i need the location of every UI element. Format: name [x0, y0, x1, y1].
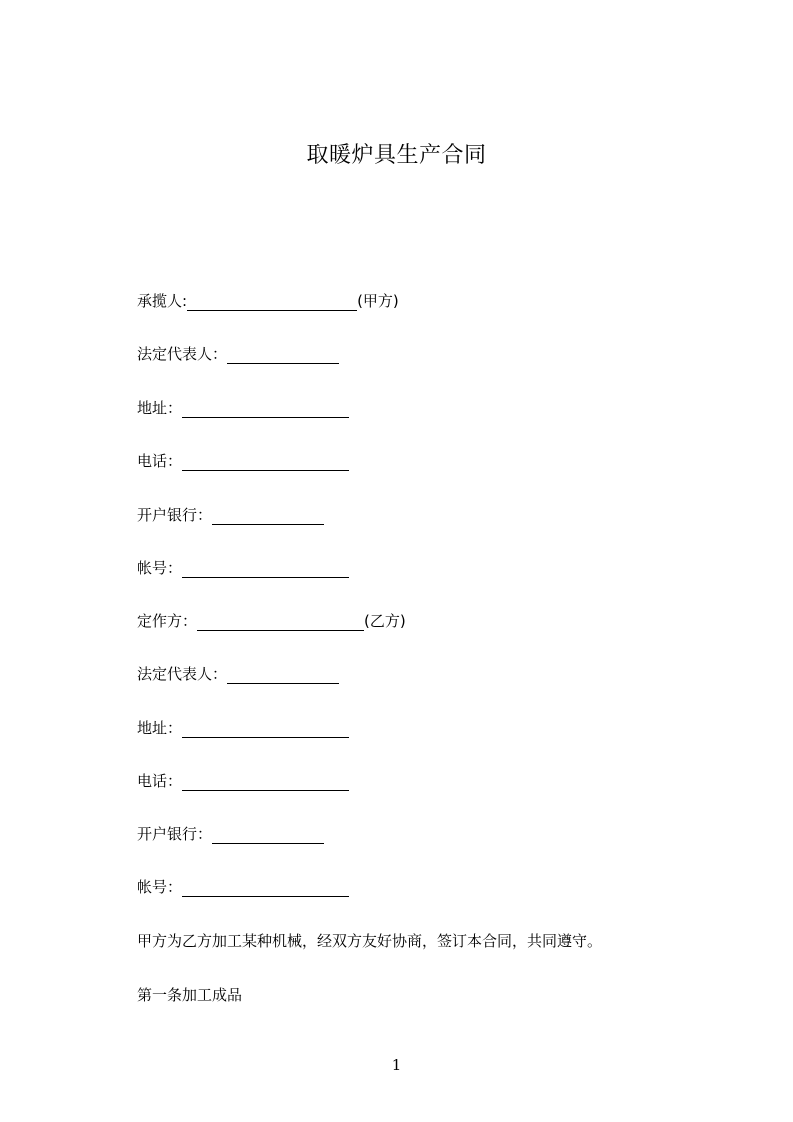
party-a-phone-blank[interactable]	[182, 455, 349, 471]
party-a-rep-label: 法定代表人：	[137, 345, 228, 363]
party-a-name-label: 承揽人:	[137, 292, 188, 310]
party-a-phone-row	[137, 449, 349, 473]
party-b-rep-row	[137, 662, 339, 686]
party-a-account-row	[137, 556, 349, 580]
party-a-rep-row	[137, 342, 339, 366]
page-title: 取暖炉具生产合同	[306, 143, 487, 168]
section-1-heading: 第一条加工成品	[137, 986, 243, 1004]
party-b-rep-blank[interactable]	[227, 668, 339, 684]
party-b-name-label: 定作方：	[137, 612, 198, 630]
party-a-name-blank[interactable]	[187, 295, 357, 311]
party-b-address-label: 地址：	[137, 719, 183, 737]
party-b-address-blank[interactable]	[182, 722, 349, 738]
party-a-bank-row	[137, 503, 324, 527]
party-b-bank-blank[interactable]	[212, 828, 324, 844]
party-b-bank-row	[137, 822, 324, 846]
party-b-account-row	[137, 875, 349, 899]
party-b-phone-row	[137, 769, 349, 793]
party-b-rep-label: 法定代表人：	[137, 665, 228, 683]
party-a-address-row	[137, 396, 349, 420]
party-b-account-blank[interactable]	[182, 881, 349, 897]
party-a-bank-blank[interactable]	[212, 509, 324, 525]
party-a-address-label: 地址：	[137, 399, 183, 417]
party-a-address-blank[interactable]	[182, 402, 349, 418]
party-b-phone-label: 电话：	[137, 772, 183, 790]
intro-paragraph: 甲方为乙方加工某种机械，经双方友好协商，签订本合同，共同遵守。	[137, 932, 603, 950]
party-a-name-row	[137, 289, 399, 313]
party-b-name-blank[interactable]	[197, 615, 364, 631]
party-a-account-blank[interactable]	[182, 562, 349, 578]
party-b-phone-blank[interactable]	[182, 775, 349, 791]
party-a-account-label: 帐号：	[137, 559, 183, 577]
party-b-address-row	[137, 716, 349, 740]
party-a-rep-blank[interactable]	[227, 348, 339, 364]
party-b-name-row	[137, 609, 406, 633]
party-a-name-suffix: (甲方)	[357, 292, 399, 310]
page-number: 1	[391, 1056, 402, 1074]
party-a-phone-label: 电话：	[137, 452, 183, 470]
party-b-name-suffix: (乙方)	[364, 612, 406, 630]
party-a-bank-label: 开户银行：	[137, 506, 213, 524]
party-b-account-label: 帐号：	[137, 878, 183, 896]
party-b-bank-label: 开户银行：	[137, 825, 213, 843]
